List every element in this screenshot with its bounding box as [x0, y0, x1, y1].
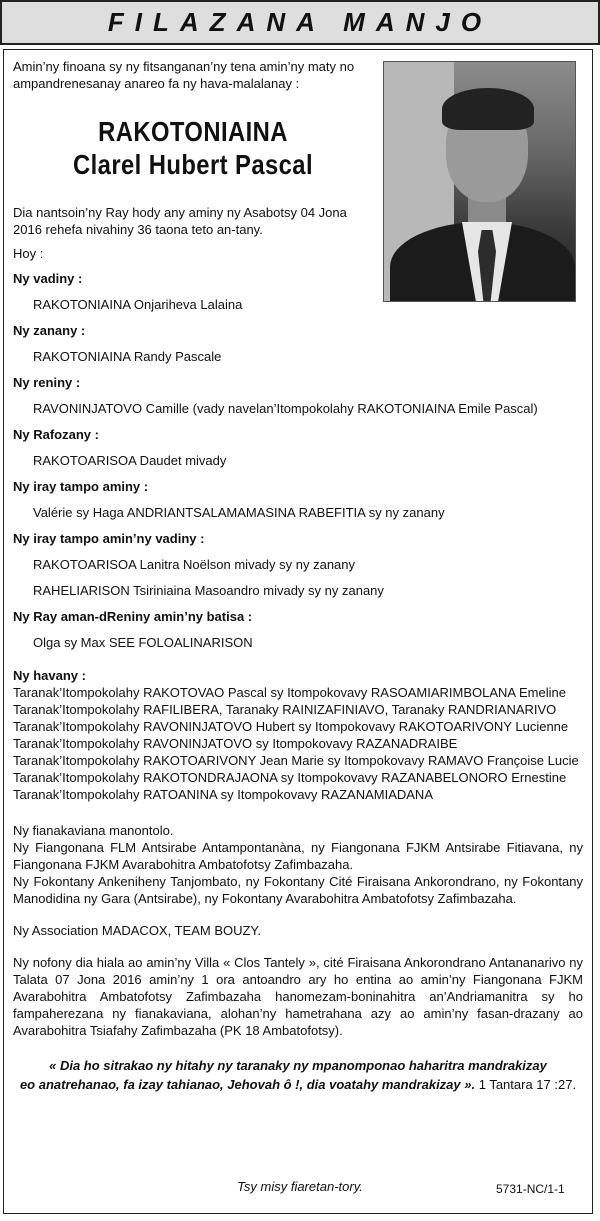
family-entry: RAKOTONIAINA Onjariheva Lalaina: [33, 297, 243, 312]
deceased-surname: RAKOTONIAINA: [98, 116, 288, 147]
header-title: FILAZANA MANJO: [107, 7, 493, 37]
header-banner: [0, 0, 600, 45]
family-entry: RAKOTOARISOA Lanitra Noëlson mivady sy ny zanany: [33, 557, 356, 572]
havany-label: Ny havany :: [13, 668, 86, 683]
death-notice: Dia nantsoin’ny Ray hody any aminy ny Asabotsy 04 Jona 2016 rehefa nivahiny 36 taona teto an-tany.: [13, 205, 347, 237]
family-entry: RAVONINJATOVO Camille (vady navelan’Itompokolahy RAKOTONIAINA Emile Pascal): [33, 401, 538, 416]
family-label-godparents: Ny Ray aman-dReniny amin’ny batisa :: [13, 609, 253, 624]
funeral-paragraph: Ny nofony dia hiala ao amin’ny Villa « Clos Tantely », cité Firaisana Ankorondrano Antananarivo ny Talata 07 Jona 2016 amin’ny 1 ora antoandro ary ho entina ao amin’ny Fiangonana FJKM Avarabohitra Ambatofotsy Zafimbazaha hanomezam-boninahitra an’Andriamanitra sy ho fampaherezana ny fianakaviana, alohan’ny hametrahana azy ao amin’ny fasan-drazany ao Avarabohitra Tsiafahy Zafimbazaha (PK 18 Ambatofotsy).: [13, 955, 583, 1038]
fiangonana-paragraph: Ny Fiangonana FLM Antsirabe Antampontanàna, ny Fiangonana FJKM Antsirabe Fitiavana, ny Fiangonana FJKM Avarabohitra Ambatofotsy Zafimbazaha.: [13, 840, 583, 872]
family-entry: RAKOTOARISOA Daudet mivady: [33, 453, 227, 468]
family-entry: RAKOTONIAINA Randy Pascale: [33, 349, 222, 364]
family-entry: RAHELIARISON Tsiriniaina Masoandro mivady sy ny zanany: [33, 583, 384, 598]
fokontany-paragraph: Ny Fokontany Ankeniheny Tanjombato, ny Fokontany Cité Firaisana Ankorondrano, ny Fokontany Manodidina ny Gara (Antsirabe), ny Fokontany Avarabohitra Ambatofotsy Zafimbazaha.: [13, 874, 583, 906]
quote-reference: 1 Tantara 17 :27.: [478, 1077, 577, 1092]
family-label-in-laws: Ny Rafozany :: [13, 427, 99, 442]
notice-code: 5731-NC/1-1: [496, 1182, 565, 1196]
hoy-label: Hoy :: [13, 246, 44, 261]
fianakaviana-paragraph: Ny fianakaviana manontolo.: [13, 823, 174, 838]
havany-line: Taranak’Itompokolahy RAFILIBERA, Taranaky RAINIZAFINIAVO, Taranaky RANDRIANARIVO: [13, 702, 557, 717]
family-entry: Valérie sy Haga ANDRIANTSALAMAMASINA RABEFITIA sy ny zanany: [33, 505, 445, 520]
quote-line-2-text: eo anatrehanao, fa izay tahianao, Jehovah ô !, dia voatahy mandrakizay ».: [19, 1077, 476, 1092]
family-label-mother: Ny reniny :: [13, 375, 81, 390]
closing-line: Tsy misy fiaretan-tory.: [237, 1179, 363, 1194]
deceased-given-names: Clarel Hubert Pascal: [73, 149, 313, 180]
havany-line: Taranak’Itompokolahy RAKOTONDRAJAONA sy Itompokovavy RAZANABELONORO Ernestine: [13, 770, 567, 785]
family-entry: Olga sy Max SEE FOLOALINARISON: [33, 635, 253, 650]
havany-line: Taranak’Itompokolahy RAVONINJATOVO sy Itompokovavy RAZANADRAIBE: [13, 736, 458, 751]
quote-line-1: « Dia ho sitrakao ny hitahy ny taranaky ny mpanomponao haharitra mandrakizay: [49, 1058, 547, 1073]
family-label-children: Ny zanany :: [13, 323, 86, 338]
notice-content: [13, 58, 583, 1094]
family-label-spouse-siblings: Ny iray tampo amin’ny vadiny :: [13, 531, 205, 546]
association-paragraph: Ny Association MADACOX, TEAM BOUZY.: [13, 923, 262, 938]
havany-line: Taranak’Itompokolahy RAKOTOARIVONY Jean Marie sy Itompokovavy RAMAVO Françoise Lucie: [13, 753, 579, 768]
havany-line: Taranak’Itompokolahy RATOANINA sy Itompokovavy RAZANAMIADANA: [13, 787, 433, 802]
family-label-siblings: Ny iray tampo aminy :: [13, 479, 149, 494]
havany-line: Taranak’Itompokolahy RAKOTOVAO Pascal sy Itompokovavy RASOAMIARIMBOLANA Emeline: [13, 685, 566, 700]
intro-text: Amin’ny finoana sy ny fitsanganan’ny tena amin’ny maty no ampandrenesanay anareo fa ny hava-malalanay :: [13, 59, 355, 91]
deceased-name: [13, 116, 373, 182]
quote-line-2: [13, 1075, 583, 1094]
family-label-spouse: Ny vadiny :: [13, 271, 83, 286]
bible-quote: [13, 1056, 583, 1094]
havany-line: Taranak’Itompokolahy RAVONINJATOVO Hubert sy Itompokovavy RAKOTOARIVONY Lucienne: [13, 719, 569, 734]
